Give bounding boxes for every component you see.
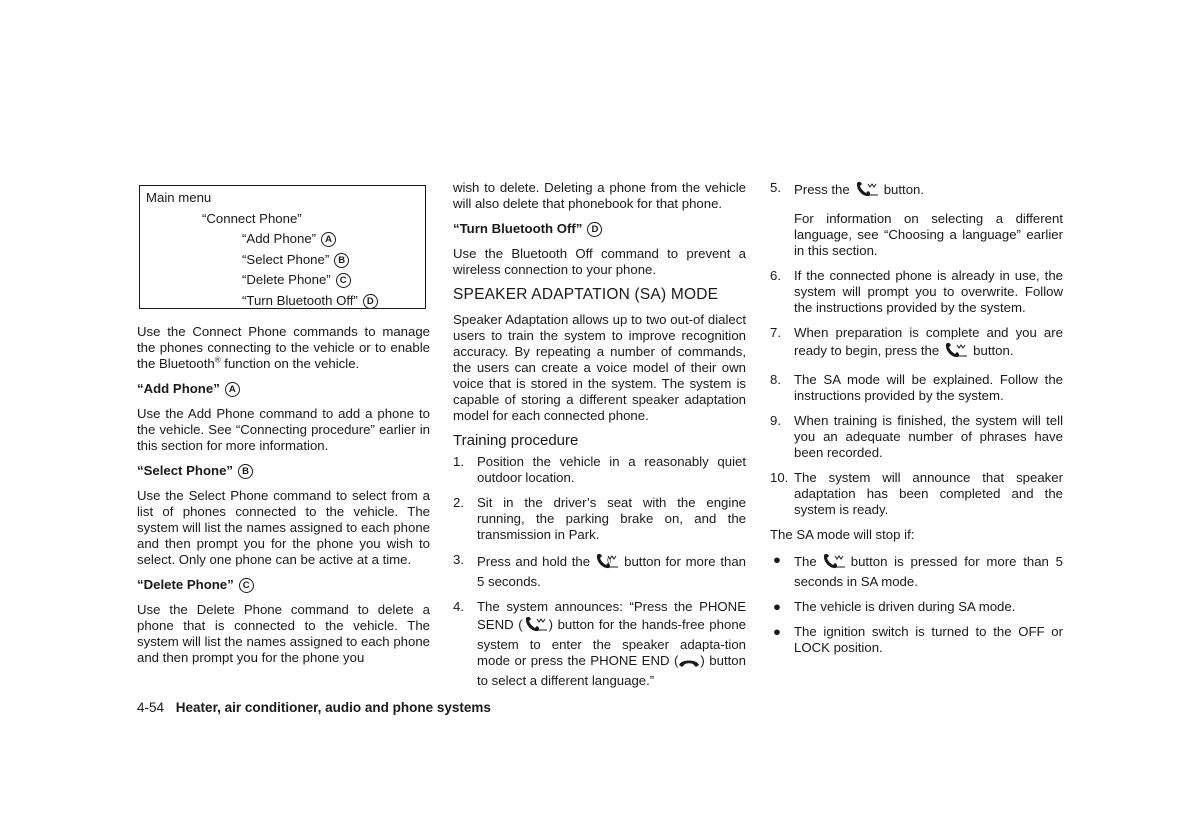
registered-mark: ® (214, 355, 221, 365)
training-steps-cont (770, 180, 1063, 518)
column-2 (453, 180, 746, 698)
training-procedure-heading: Training procedure (453, 432, 579, 449)
select-phone-text: Use the Select Phone command to select from a list of phones connected to the vehicle. The system will list the names assigned to each phone and then prompt you for the phone you wish to select. Only one phone can be active at a time. (137, 488, 430, 567)
badge-d-icon: D (363, 294, 378, 309)
menu-item-add-phone: “Add Phone” A (146, 229, 419, 250)
menu-item-delete-phone: “Delete Phone” C (146, 270, 419, 291)
bullet-icon: ● (773, 552, 781, 567)
badge-a-icon: A (321, 232, 336, 247)
main-menu-box (139, 185, 426, 309)
menu-connect-phone: “Connect Phone” (202, 210, 302, 226)
svg-text:((: (( (607, 557, 612, 564)
select-phone-heading: “Select Phone” B (137, 463, 430, 479)
page-number: 4-54 (137, 700, 165, 715)
page-footer (137, 700, 491, 716)
step-5: 5. Press the button. For information on selecting a different language, see “Choosing a language” earlier in this section. (770, 180, 1063, 258)
bullet-icon: ● (773, 624, 781, 639)
menu-item-select-phone: “Select Phone” B (146, 250, 419, 271)
badge-d-icon: D (587, 222, 602, 237)
sa-stop-text: The SA mode will stop if: (770, 527, 915, 542)
step-6: 6. If the connected phone is already in use, the system will prompt you to overwrite. Follow the instructions provided by the system. (770, 268, 1063, 315)
step-9: 9. When training is finished, the system will tell you an adequate number of phrases have been recorded. (770, 413, 1063, 460)
badge-b-icon: B (238, 464, 253, 479)
bullet-icon: ● (773, 599, 781, 614)
phone-send-icon (523, 615, 549, 637)
training-steps (453, 454, 746, 689)
step-1: 1. Position the vehicle in a reasonably quiet outdoor location. (453, 454, 746, 485)
menu-title: Main menu (146, 190, 212, 205)
menu-item-turn-bluetooth-off: “Turn Bluetooth Off” D (146, 291, 419, 312)
delete-phone-text: Use the Delete Phone command to delete a phone that is connected to the vehicle. The system will list the names assigned to each phone and then prompt you for the phone you (137, 602, 430, 665)
step-3: 3. Press and hold the (( button for more than 5 seconds. (453, 552, 746, 589)
phone-end-icon (678, 657, 700, 673)
badge-b-icon: B (334, 253, 349, 268)
step-4: 4. The system announces: “Press the PHONE SEND ( ) button for the hands-free phone system to enter the speaker adapta-tion mode or press the PHONE END ( ) button to select a different language.” (453, 599, 746, 688)
step-8: 8. The SA mode will be explained. Follow the instructions provided by the system. (770, 372, 1063, 403)
step-7: 7. When preparation is complete and you are ready to begin, press the button. (770, 325, 1063, 363)
column-1 (137, 180, 430, 675)
add-phone-text: Use the Add Phone command to add a phone to the vehicle. See “Connecting procedure” earlier in this section for more information. (137, 406, 430, 453)
stop-condition: ● The ignition switch is turned to the OFF or LOCK position. (773, 624, 1063, 655)
turn-bluetooth-off-text: Use the Bluetooth Off command to prevent a wireless connection to your phone. (453, 246, 746, 277)
badge-c-icon: C (336, 273, 351, 288)
phone-send-icon (594, 552, 620, 574)
step-5-info: For information on selecting a different language, see “Choosing a language” earlier in this section. (794, 211, 1063, 258)
add-phone-heading: “Add Phone” A (137, 381, 430, 397)
phone-send-icon (821, 552, 847, 574)
step-2: 2. Sit in the driver’s seat with the engine running, the parking brake on, and the transmission in Park. (453, 495, 746, 542)
stop-condition: ● The button is pressed for more than 5 seconds in SA mode. (773, 552, 1063, 589)
badge-c-icon: C (239, 578, 254, 593)
delete-phone-text-cont: wish to delete. Deleting a phone from the vehicle will also delete that phonebook for that phone. (453, 180, 746, 211)
delete-phone-heading: “Delete Phone” C (137, 577, 430, 593)
sa-mode-text: Speaker Adaptation allows up to two out-of dialect users to train the system to improve recognition accuracy. By repeating a number of commands, the users can create a voice model of their own voice that is stored in the system. The system is capable of storing a different speaker adaptation model for each connected phone. (453, 312, 746, 423)
footer-title: Heater, air conditioner, audio and phone systems (175, 700, 491, 715)
column-3 (770, 180, 1063, 665)
phone-send-icon (854, 180, 880, 202)
stop-condition: ● The vehicle is driven during SA mode. (773, 599, 1016, 614)
step-10: 10. The system will announce that speaker adaptation has been completed and the system is ready. (770, 470, 1063, 517)
turn-bluetooth-off-heading: “Turn Bluetooth Off” D (453, 221, 746, 237)
sa-stop-list (770, 552, 1063, 656)
sa-mode-heading: SPEAKER ADAPTATION (SA) MODE (453, 286, 719, 303)
phone-send-icon (943, 341, 969, 363)
connect-phone-intro: Use the Connect Phone commands to manage the phones connecting to the vehicle or to enable the Bluetooth® function on the vehicle. (137, 324, 430, 371)
badge-a-icon: A (225, 382, 240, 397)
